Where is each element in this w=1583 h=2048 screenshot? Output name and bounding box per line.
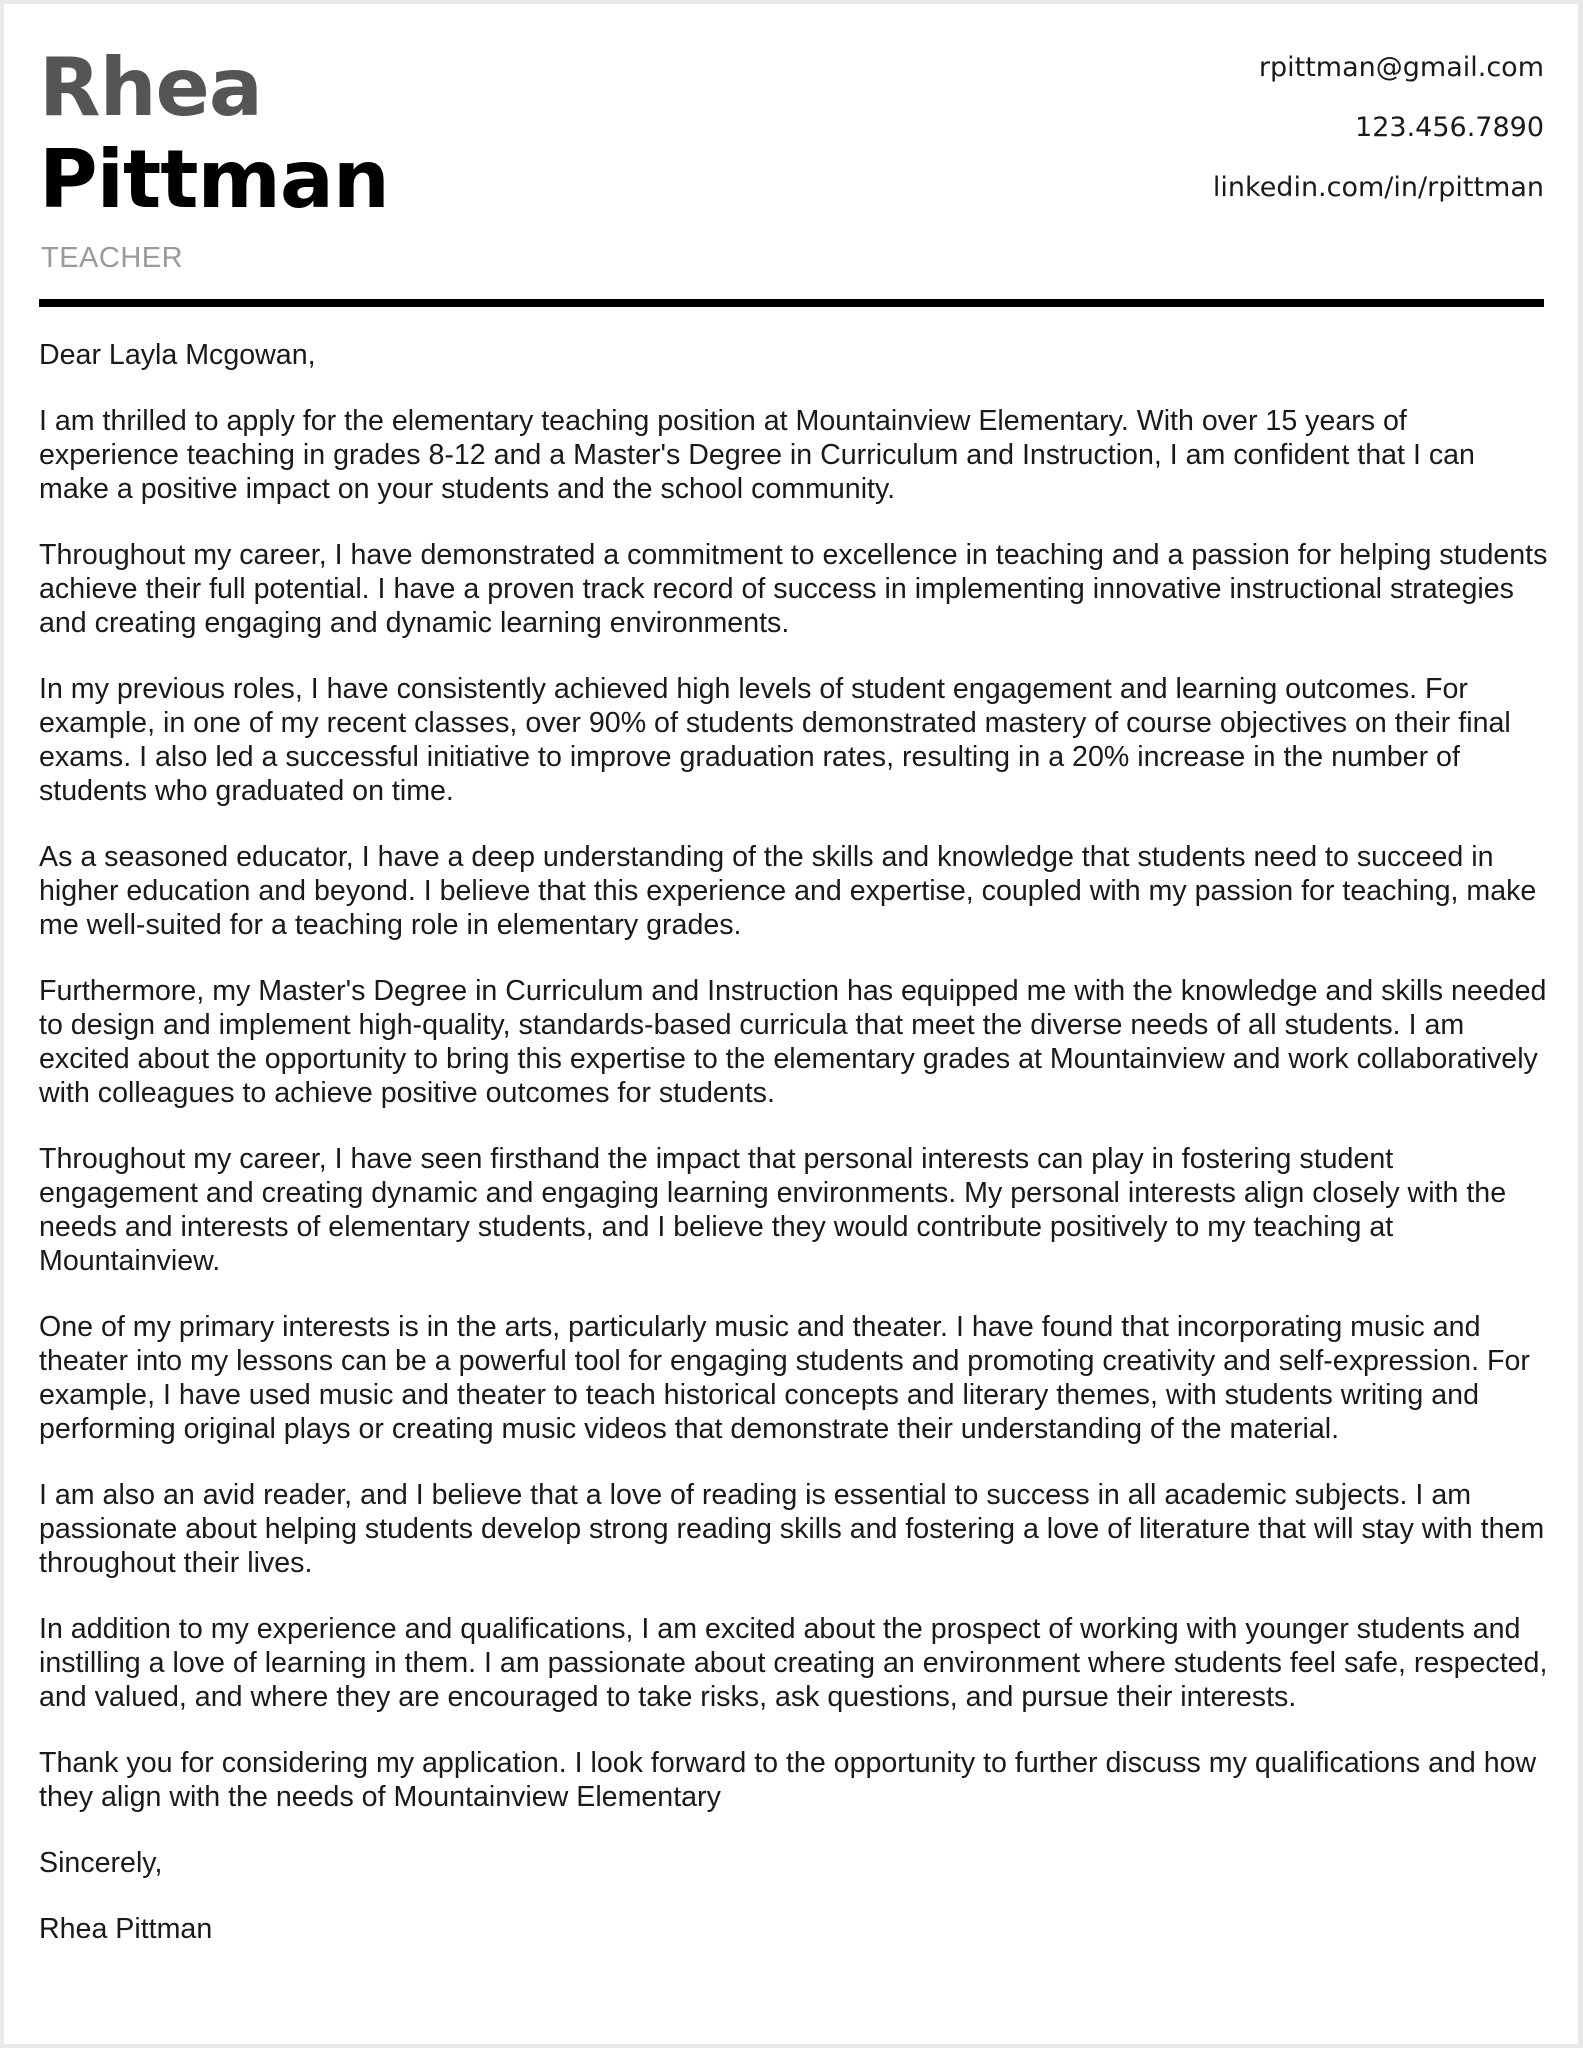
email-link[interactable]: rpittman@gmail.com <box>1258 52 1544 83</box>
header-divider <box>39 299 1544 307</box>
paragraph: Throughout my career, I have seen firsthand the impact that personal interests can play in fostering student engagement and creating dynamic and engaging learning environments. My personal interests align closely with the needs and interests of elementary students, and I believe they would contribute positively to my teaching at Mountainview. <box>39 1143 1507 1277</box>
cover-letter-page <box>4 4 1578 2044</box>
job-title: TEACHER <box>41 242 184 274</box>
first-name: Rhea <box>39 41 262 134</box>
paragraph: As a seasoned educator, I have a deep understanding of the skills and knowledge that students need to succeed in higher education and beyond. I believe that this experience and expertise, coupled with my passion for teaching, make me well-suited for a teaching role in elementary grades. <box>39 841 1537 941</box>
linkedin-link[interactable]: linkedin.com/in/rpittman <box>1212 172 1544 203</box>
paragraph: In addition to my experience and qualifications, I am excited about the prospect of working with younger students and instilling a love of learning in them. I am passionate about creating an environment where students feel safe, respected, and valued, and where they are encouraged to take risks, ask questions, and pursue their interests. <box>39 1613 1548 1713</box>
closing: Sincerely, <box>39 1847 163 1879</box>
last-name: Pittman <box>39 133 389 226</box>
contact-info <box>1213 38 1544 218</box>
paragraph: One of my primary interests is in the arts, particularly music and theater. I have found that incorporating music and theater into my lessons can be a powerful tool for engaging students and promoting creativity and self-expression. For example, I have used music and theater to teach historical concepts and literary themes, with students writing and performing original plays or creating music videos that demonstrate their understanding of the material. <box>39 1311 1530 1445</box>
letter-body <box>39 338 1549 1978</box>
paragraph: I am thrilled to apply for the elementary teaching position at Mountainview Elementary. With over 15 years of experience teaching in grades 8-12 and a Master's Degree in Curriculum and Instruction, I am confident that I can make a positive impact on your students and the school community. <box>39 405 1475 505</box>
phone-number: 123.456.7890 <box>1355 112 1544 143</box>
greeting: Dear Layla Mcgowan, <box>39 339 316 371</box>
paragraph: I am also an avid reader, and I believe that a love of reading is essential to success in all academic subjects. I am passionate about helping students develop strong reading skills and fostering a love of literature that will stay with them throughout their lives. <box>39 1479 1545 1579</box>
paragraph: Throughout my career, I have demonstrated a commitment to excellence in teaching and a passion for helping students achieve their full potential. I have a proven track record of success in implementing innovative instructional strategies and creating engaging and dynamic learning environments. <box>39 539 1548 639</box>
signature: Rhea Pittman <box>39 1913 213 1945</box>
applicant-name <box>39 42 389 226</box>
paragraph: Thank you for considering my application. I look forward to the opportunity to further discuss my qualifications and how they align with the needs of Mountainview Elementary <box>39 1747 1537 1813</box>
paragraph: Furthermore, my Master's Degree in Curriculum and Instruction has equipped me with the knowledge and skills needed to design and implement high-quality, standards-based curricula that meet the diverse needs of all students. I am excited about the opportunity to bring this expertise to the elementary grades at Mountainview and work collaboratively with colleagues to achieve positive outcomes for students. <box>39 975 1547 1109</box>
paragraph: In my previous roles, I have consistently achieved high levels of student engagement and learning outcomes. For example, in one of my recent classes, over 90% of students demonstrated mastery of course objectives on their final exams. I also led a successful initiative to improve graduation rates, resulting in a 20% increase in the number of students who graduated on time. <box>39 673 1511 807</box>
